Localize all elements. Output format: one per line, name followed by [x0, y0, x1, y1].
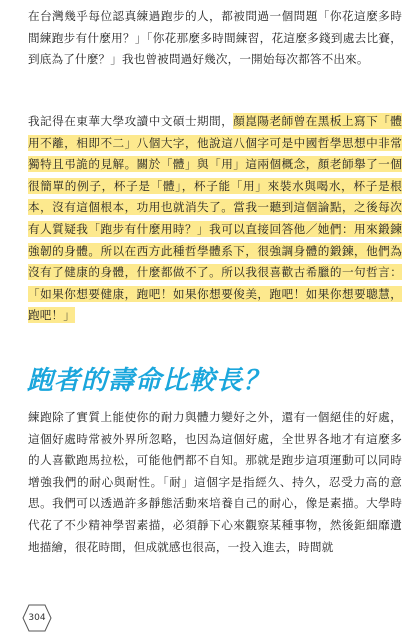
page-number: 304: [28, 613, 46, 623]
paragraph-intro: 在台灣幾乎每位認真練過跑步的人，都被問過一個問題「你花這麼多時間練跑步有什麼用？」「你花那麼多時間練習，花這麼多錢到處去比賽，到底為了什麼？」我也曾被問過好幾次，一開始每次都答不出來。: [28, 9, 402, 67]
page-number-badge: [22, 604, 52, 632]
paragraph-philosophy: [28, 111, 402, 327]
highlighted-quote: 顏崑陽老師曾在黑板上寫下「體用不離，相即不二」八個大字，他說這八個字可是中國哲學思想中非常獨特且弔詭的見解。關於「體」與「用」這兩個概念，顏老師舉了一個很簡單的例子，杯子是「體」，杯子能「用」來裝水與喝水，杯子是根本，沒有這個根本，功用也就消失了。當我一聽到這個論點，之後每次有人質疑我「跑步有什麼用時？」我可以直接回答他／她們：用來鍛鍊強韌的身體。所以在西方此種哲學體系下，很強調身體的鍛鍊，他們為沒有了健康的身體，什麼都做不了。所以我很喜歡古希臘的一句哲言：「如果你想要健康，跑吧！如果你想要俊美，跑吧！如果你想要聰慧，跑吧！」: [28, 114, 402, 323]
section-heading: 跑者的壽命比較長？: [27, 366, 271, 396]
paragraph-philosophy-plain: 我記得在東華大學攻讀中文碩士期間，: [28, 114, 234, 128]
paragraph-patience: 練跑除了實質上能使你的耐力與體力變好之外，還有一個絕佳的好處，這個好處時常被外界所忽略，也因為這個好處，全世界各地才有這麼多的人喜歡跑馬拉松，可能他們都不自知。那就是跑步這項運動可以同時增強我們的耐心與耐性。「耐」這個字是指經久、持久，忍受力高的意思。我們可以透過許多靜態活動來培養自己的耐心，像是素描。大學時代花了不少精神學習素描，必須靜下心來觀察某種事物，然後鉅細靡遺地描繪，很花時間，但成就感也很高，一投入進去，時間就: [28, 410, 402, 554]
